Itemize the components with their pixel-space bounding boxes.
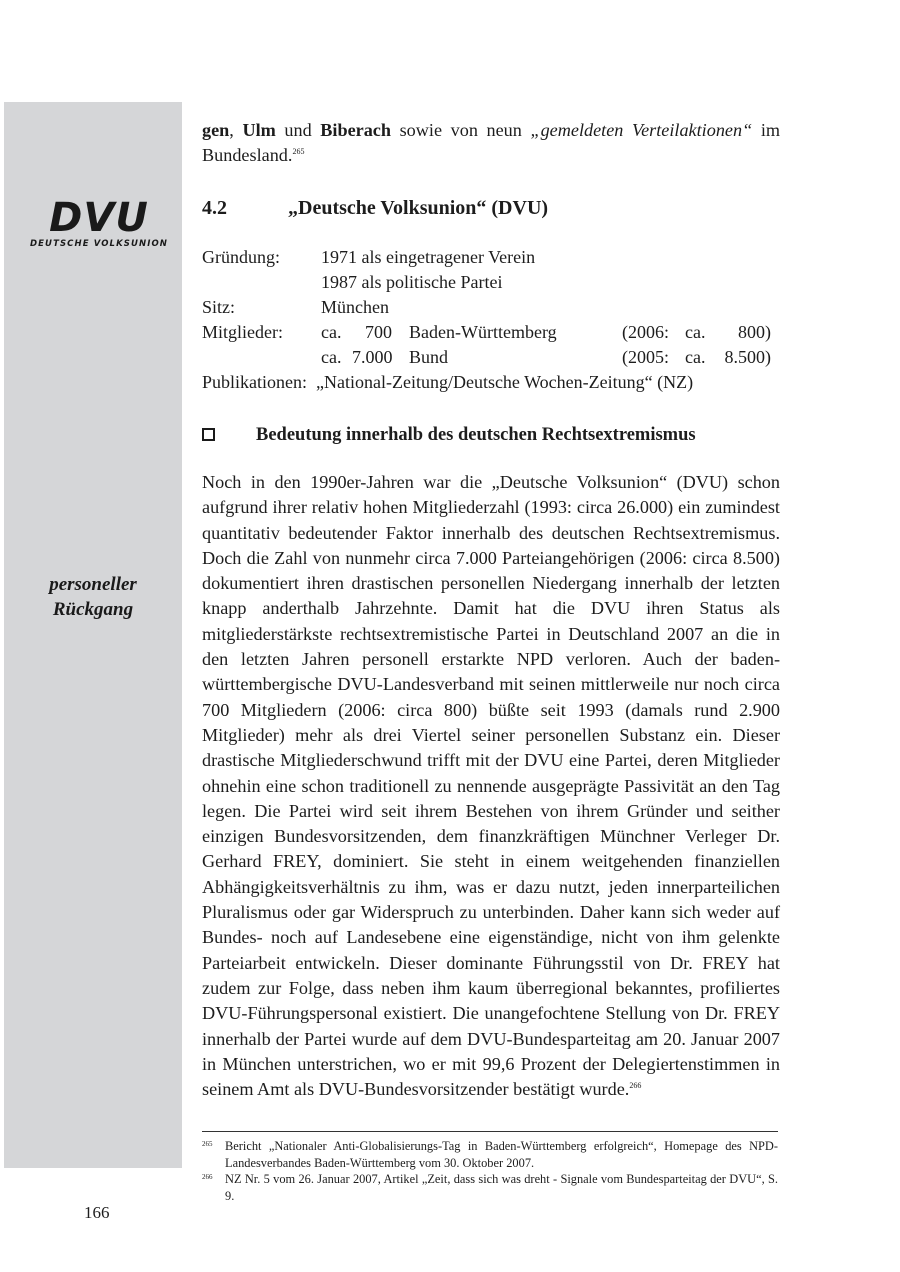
facts-label: Mitglieder:: [202, 322, 283, 342]
footnote: [202, 1171, 778, 1204]
city-name: gen: [202, 120, 230, 140]
subsection-title: Bedeutung innerhalb des deutschen Rechtsextremismus: [256, 425, 696, 445]
logo-wordmark: DVU: [49, 195, 149, 241]
facts-label: Gründung:: [202, 247, 280, 267]
footnote-ref: 266: [629, 1081, 642, 1091]
intro-text: sowie von neun: [391, 120, 531, 140]
footnote-ref: 265: [292, 147, 305, 157]
intro-quote: „gemeldeten Verteilaktionen“: [530, 120, 753, 140]
members-prev-year: (2005:: [622, 347, 669, 367]
footnote-text: Bericht „Nationaler Anti-Globalisierungs-Tag in Baden-Württemberg erfolgreich“, Homepage des NPD-Landesverbandes Baden-Württemberg vom 30. Oktober 2007.: [225, 1139, 778, 1170]
members-ca: ca.: [321, 347, 342, 367]
margin-sidebar: [4, 102, 182, 1168]
facts-value: 1987 als politische Partei: [321, 272, 503, 292]
page-number: 166: [84, 1203, 110, 1222]
city-name: Ulm: [242, 120, 276, 140]
margin-note-line-2: Rückgang: [52, 599, 134, 620]
checkbox-bullet-icon: [202, 428, 215, 441]
footnotes: [202, 1138, 778, 1204]
body-paragraph: [202, 470, 780, 1102]
logo-subtitle: DEUTSCHE VOLKSUNION: [30, 239, 168, 249]
members-count: 700: [365, 322, 392, 342]
footnote-text: NZ Nr. 5 vom 26. Januar 2007, Artikel „Zeit, dass sich was dreht - Signale vom Bundesparteitag der DVU“, S. 9.: [225, 1172, 778, 1203]
members-prev-year: (2006:: [622, 322, 669, 342]
facts-value: 1971 als eingetragener Verein: [321, 247, 536, 267]
facts-value: „National-Zeitung/Deutsche Wochen-Zeitung“ (NZ): [316, 372, 694, 392]
members-prev-ca: ca.: [685, 347, 706, 367]
separator: ,: [229, 120, 243, 140]
section-number: 4.2: [202, 197, 227, 219]
intro-text: im Bundesland.: [202, 120, 781, 166]
section-heading: [202, 194, 548, 222]
members-ca: ca.: [321, 322, 342, 342]
members-prev-count: 8.500): [724, 347, 771, 367]
margin-note: [4, 572, 182, 622]
members-area: Bund: [409, 347, 449, 367]
separator: und: [275, 120, 321, 140]
facts-label: Sitz:: [202, 297, 236, 317]
footnote: [202, 1138, 778, 1171]
intro-paragraph: [202, 118, 780, 169]
section-title: „Deutsche Volksunion“ (DVU): [288, 197, 549, 219]
facts-value: München: [321, 297, 389, 317]
city-name: Biberach: [320, 120, 391, 140]
body-text: Noch in den 1990er-Jahren war die „Deutsche Volksunion“ (DVU) schon aufgrund ihrer relativ hohen Mitgliederzahl (1993: circa 26.000) ein zumindest quantitativ bedeutender Faktor innerhalb des deutschen Rechtsextremismus. Doch die Zahl von nunmehr circa 7.000 Parteiangehörigen (2006: circa 8.500) dokumentiert ihren drastischen personellen Niedergang innerhalb der letzten knapp anderthalb Jahrzehnte. Damit hat die DVU ihren Status als mitgliederstärkste rechtsextremistische Partei in Deutschland 2007 an die in den letzten Jahren personell erstarkte NPD verloren. Auch der baden-württembergische DVU-Landesverband mit seinen mittlerweile nur noch circa 700 Mitgliedern (2006: circa 800) büßte seit 1993 (damals rund 2.900 Mitglieder) mehr als drei Viertel seiner personellen Substanz ein. Dieser drastische Mitgliederschwund trifft mit der DVU eine Partei, deren Mitglieder ohnehin eine schon traditionell zu nennende ausgeprägte Passivität an den Tag legen. Die Partei wird seit ihrem Bestehen von ihrem Gründer und seither einzigen Bundesvorsitzenden, dem finanzkräftigen Münchner Verleger Dr. Gerhard FREY, dominiert. Sie steht in einem weitgehenden finanziellen Abhängigkeitsverhältnis zu ihm, was er dazu nutzt, jeden innerparteilichen Pluralismus oder gar Widerspruch zu unterbinden. Daher kann sich weder auf Bundes- noch auf Landesebene eine eigenständige, nicht von ihm gelenkte Parteiarbeit entwickeln. Dieser dominante Führungsstil von Dr. FREY hat zudem zur Folge, dass neben ihm kaum überregional bekanntes, profiliertes DVU-Führungspersonal existiert. Die unangefochtene Stellung von Dr. FREY innerhalb der Partei wurde auf dem DVU-Bundesparteitag am 20. Januar 2007 in München unterstrichen, wo er mit 99,6 Prozent der Delegiertenstimmen in seinem Amt als DVU-Bundesvorsitzender bestätigt wurde.: [202, 472, 780, 1100]
members-area: Baden-Württemberg: [409, 322, 557, 342]
subsection-heading: [202, 422, 696, 448]
facts-label: Publikationen:: [202, 372, 307, 392]
members-count: 7.000: [352, 347, 393, 367]
members-prev-count: 800): [738, 322, 771, 342]
members-prev-ca: ca.: [685, 322, 706, 342]
dvu-logo: [16, 195, 182, 250]
footnote-divider: [202, 1131, 778, 1132]
footnote-mark: 266: [202, 1173, 213, 1181]
margin-note-line-1: personeller: [49, 574, 137, 595]
footnote-mark: 265: [202, 1140, 213, 1148]
